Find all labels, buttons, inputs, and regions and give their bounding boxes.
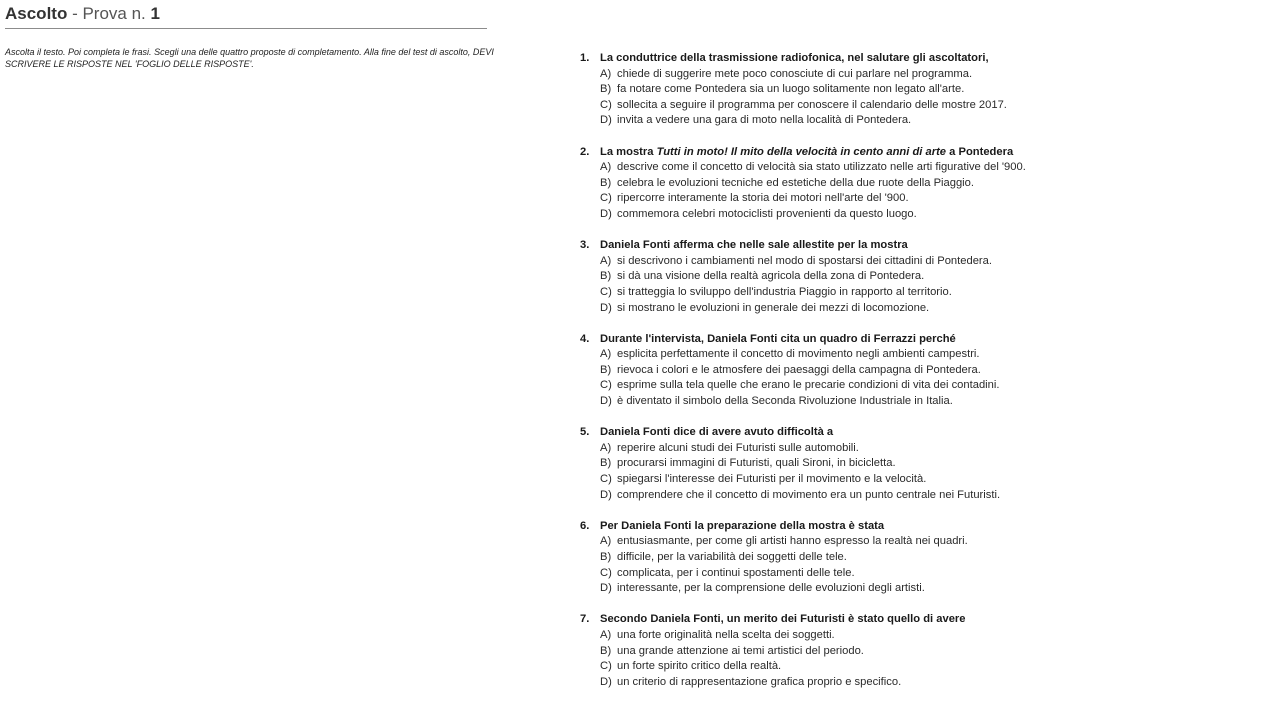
option-text: reperire alcuni studi dei Futuristi sulle automobili. xyxy=(617,441,859,454)
option-b[interactable] xyxy=(580,176,1270,192)
question-text: Secondo Daniela Fonti, un merito dei Futuristi è stato quello di avere xyxy=(600,613,966,626)
option-d[interactable] xyxy=(580,488,1270,504)
option-text: si descrivono i cambiamenti nel modo di spostarsi dei cittadini di Pontedera. xyxy=(617,254,992,267)
option-d[interactable] xyxy=(580,394,1270,410)
question-number: 4. xyxy=(580,332,590,345)
option-letter: C) xyxy=(600,285,612,298)
option-a[interactable] xyxy=(580,67,1270,83)
question-stem xyxy=(580,238,1270,254)
option-b[interactable] xyxy=(580,456,1270,472)
exhibition-title: Tutti in moto! Il mito della velocità in cento anni di arte xyxy=(656,145,947,158)
option-b[interactable] xyxy=(580,363,1270,379)
instructions xyxy=(5,46,505,70)
option-text: si dà una visione della realtà agricola della zona di Pontedera. xyxy=(617,270,925,283)
question-stem xyxy=(580,332,1270,348)
option-text: un criterio di rappresentazione grafica proprio e specifico. xyxy=(617,675,902,688)
option-text: esprime sulla tela quelle che erano le precarie condizioni di vita dei contadini. xyxy=(617,379,1000,392)
option-letter: A) xyxy=(600,441,612,454)
option-letter: A) xyxy=(600,67,612,80)
question-stem xyxy=(580,612,1270,628)
question-list xyxy=(580,51,1270,706)
option-letter: C) xyxy=(600,660,612,673)
question-3 xyxy=(580,238,1270,316)
option-b[interactable] xyxy=(580,82,1270,98)
option-letter: B) xyxy=(600,83,612,96)
option-letter: C) xyxy=(600,98,612,111)
question-stem xyxy=(580,425,1270,441)
option-b[interactable] xyxy=(580,269,1270,285)
question-text: Per Daniela Fonti la preparazione della mostra è stata xyxy=(600,519,885,532)
option-letter: D) xyxy=(600,582,612,595)
option-text: una grande attenzione ai temi artistici del periodo. xyxy=(617,644,864,657)
question-number: 6. xyxy=(580,519,590,532)
option-letter: B) xyxy=(600,363,612,376)
option-letter: D) xyxy=(600,675,612,688)
option-c[interactable] xyxy=(580,659,1270,675)
option-c[interactable] xyxy=(580,285,1270,301)
header-subtitle: - Prova n. xyxy=(67,4,151,23)
option-letter: A) xyxy=(600,535,612,548)
option-text: comprendere che il concetto di movimento era un punto centrale nei Futuristi. xyxy=(617,488,1001,501)
option-text: un forte spirito critico della realtà. xyxy=(617,660,782,673)
option-letter: C) xyxy=(600,379,612,392)
instructions-text: Ascolta il testo. Poi completa le frasi. Scegli una delle quattro proposte di completamento. Alla fine del test di ascolto, xyxy=(5,47,473,57)
question-text: La conduttrice della trasmissione radiofonica, nel salutare gli ascoltatori, xyxy=(600,52,989,64)
option-letter: A) xyxy=(600,628,612,641)
option-text: si mostrano le evoluzioni in generale dei mezzi di locomozione. xyxy=(617,301,930,314)
option-text: descrive come il concetto di velocità sia stato utilizzato nelle arti figurative del '900. xyxy=(617,161,1026,174)
option-c[interactable] xyxy=(580,98,1270,114)
option-text: difficile, per la variabilità dei soggetti delle tele. xyxy=(617,551,847,563)
question-number: 3. xyxy=(580,239,590,252)
option-text: esplicita perfettamente il concetto di movimento negli ambienti campestri. xyxy=(617,348,980,361)
option-letter: C) xyxy=(600,566,612,579)
question-5 xyxy=(580,425,1270,503)
option-letter: B) xyxy=(600,457,612,470)
option-d[interactable] xyxy=(580,581,1270,597)
option-text: chiede di suggerire mete poco conosciute di cui parlare nel programma. xyxy=(617,67,973,80)
question-text xyxy=(600,145,1013,161)
question-text: Durante l'intervista, Daniela Fonti cita un quadro di Ferrazzi perché xyxy=(600,332,956,345)
question-number: 7. xyxy=(580,613,590,626)
option-letter: D) xyxy=(600,301,612,314)
option-d[interactable] xyxy=(580,675,1270,691)
question-text-pre: La mostra xyxy=(600,145,657,158)
option-text: entusiasmante, per come gli artisti hanno espresso la realtà nei quadri. xyxy=(617,535,968,548)
option-c[interactable] xyxy=(580,191,1270,207)
question-number: 5. xyxy=(580,426,590,439)
header-title: Ascolto xyxy=(5,4,68,23)
option-text: procurarsi immagini di Futuristi, quali Sironi, in bicicletta. xyxy=(617,457,896,470)
question-stem xyxy=(580,51,1270,67)
option-letter: B) xyxy=(600,270,612,283)
option-d[interactable] xyxy=(580,301,1270,317)
option-text: invita a vedere una gara di moto nella località di Pontedera. xyxy=(617,114,912,127)
option-a[interactable] xyxy=(580,160,1270,176)
option-letter: C) xyxy=(600,473,612,486)
option-letter: B) xyxy=(600,551,612,563)
option-d[interactable] xyxy=(580,113,1270,129)
option-letter: C) xyxy=(600,192,612,205)
option-d[interactable] xyxy=(580,207,1270,223)
question-number: 1. xyxy=(580,52,590,64)
option-a[interactable] xyxy=(580,628,1270,644)
option-text: è diventato il simbolo della Seconda Rivoluzione Industriale in Italia. xyxy=(617,395,953,408)
question-number: 2. xyxy=(580,145,590,158)
instructions-caps: DEVI SCRIVERE LE RISPOSTE NEL 'FOGLIO DELLE RISPOSTE'. xyxy=(5,47,494,69)
question-4 xyxy=(580,332,1270,410)
option-a[interactable] xyxy=(580,254,1270,270)
option-b[interactable] xyxy=(580,550,1270,566)
option-letter: A) xyxy=(600,254,612,267)
question-2 xyxy=(580,145,1270,223)
option-a[interactable] xyxy=(580,347,1270,363)
question-text: Daniela Fonti afferma che nelle sale allestite per la mostra xyxy=(600,239,908,252)
option-text: spiegarsi l'interesse dei Futuristi per il movimento e la velocità. xyxy=(617,473,927,486)
option-text: complicata, per i continui spostamenti delle tele. xyxy=(617,566,855,579)
question-stem xyxy=(580,145,1270,161)
option-text: interessante, per la comprensione delle evoluzioni degli artisti. xyxy=(617,582,925,595)
option-text: ripercorre interamente la storia dei motori nell'arte del '900. xyxy=(617,192,909,205)
question-stem xyxy=(580,519,1270,535)
question-1 xyxy=(580,51,1270,129)
option-text: una forte originalità nella scelta dei soggetti. xyxy=(617,628,835,641)
option-c[interactable] xyxy=(580,566,1270,582)
option-text: celebra le evoluzioni tecniche ed estetiche della due ruote della Piaggio. xyxy=(617,176,974,189)
option-letter: B) xyxy=(600,176,612,189)
option-letter: D) xyxy=(600,114,612,127)
option-a[interactable] xyxy=(580,441,1270,457)
option-text: rievoca i colori e le atmosfere dei paesaggi della campagna di Pontedera. xyxy=(617,363,981,376)
option-a[interactable] xyxy=(580,534,1270,550)
option-letter: D) xyxy=(600,488,612,501)
option-text: si tratteggia lo sviluppo dell'industria Piaggio in rapporto al territorio. xyxy=(617,285,952,298)
option-c[interactable] xyxy=(580,378,1270,394)
option-letter: D) xyxy=(600,395,612,408)
option-b[interactable] xyxy=(580,644,1270,660)
question-text: Daniela Fonti dice di avere avuto difficoltà a xyxy=(600,426,834,439)
option-letter: A) xyxy=(600,161,612,174)
option-letter: B) xyxy=(600,644,612,657)
question-7 xyxy=(580,612,1270,690)
option-letter: D) xyxy=(600,207,612,220)
option-text: sollecita a seguire il programma per conoscere il calendario delle mostre 2017. xyxy=(617,98,1007,111)
header-test-number: 1 xyxy=(150,4,160,23)
question-6 xyxy=(580,519,1270,597)
option-c[interactable] xyxy=(580,472,1270,488)
question-text-post: a Pontedera xyxy=(946,145,1014,158)
option-text: fa notare come Pontedera sia un luogo solitamente non legato all'arte. xyxy=(617,83,965,96)
option-text: commemora celebri motociclisti provenienti da questo luogo. xyxy=(617,207,917,220)
option-letter: A) xyxy=(600,348,612,361)
page-header xyxy=(5,4,487,29)
